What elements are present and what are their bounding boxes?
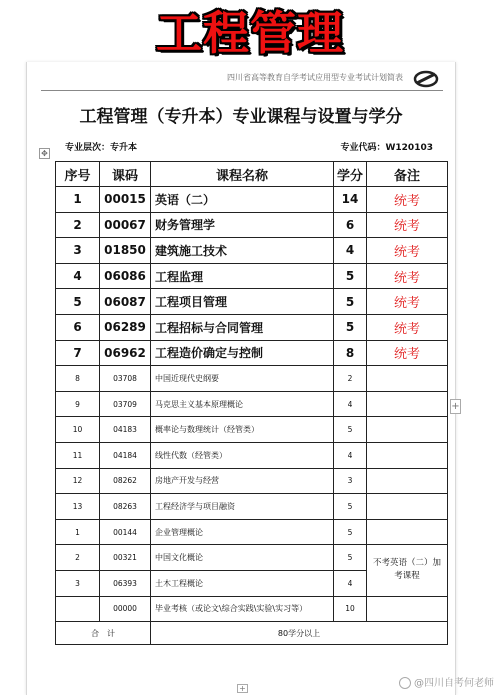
row-credit: 5: [334, 417, 367, 443]
row-name: 毕业考核（或论文\综合实践\实验\实习等）: [151, 596, 334, 622]
row-credit: 5: [334, 289, 367, 315]
table-row: [56, 187, 448, 213]
watermark: [399, 674, 494, 689]
row-name: 线性代数（经管类）: [151, 442, 334, 468]
row-code: 03708: [100, 366, 151, 392]
row-code: 06087: [100, 289, 151, 315]
table-row: [56, 366, 448, 392]
row-no: 1: [56, 187, 100, 213]
alt-courses-remark: 不考英语（二）加考课程: [367, 545, 448, 596]
table-move-handle-icon[interactable]: ✥: [39, 148, 50, 159]
header-no: 序号: [56, 162, 100, 187]
row-remark: [367, 468, 448, 494]
row-name: 工程监理: [151, 263, 334, 289]
row-name: 企业管理概论: [151, 519, 334, 545]
row-no: 10: [56, 417, 100, 443]
row-remark: 统考: [367, 238, 448, 264]
table-row: [56, 596, 448, 622]
row-credit: 10: [334, 596, 367, 622]
row-no: 3: [56, 570, 100, 596]
row-no: 5: [56, 289, 100, 315]
row-no: 11: [56, 442, 100, 468]
row-name: 土木工程概论: [151, 570, 334, 596]
watermark-logo-icon: [399, 677, 411, 689]
logo-icon: [413, 68, 439, 88]
table-row: [56, 340, 448, 366]
header-text: 四川省高等教育自学考试应用型专业考试计划简表: [227, 73, 403, 82]
row-code: 00015: [100, 187, 151, 213]
row-name: 英语（二）: [151, 187, 334, 213]
row-credit: 2: [334, 366, 367, 392]
row-code: 08262: [100, 468, 151, 494]
row-name: 概率论与数理统计（经管类）: [151, 417, 334, 443]
row-no: 3: [56, 238, 100, 264]
row-name: 中国近现代史纲要: [151, 366, 334, 392]
table-row: [56, 468, 448, 494]
row-no: 8: [56, 366, 100, 392]
row-code: 06393: [100, 570, 151, 596]
row-credit: 4: [334, 238, 367, 264]
row-credit: 5: [334, 314, 367, 340]
row-no: 13: [56, 494, 100, 520]
program-code: 专业代码：W120103: [340, 143, 433, 153]
row-credit: 4: [334, 442, 367, 468]
row-code: 00000: [100, 596, 151, 622]
row-remark: [367, 442, 448, 468]
table-row: [56, 263, 448, 289]
row-name: 工程造价确定与控制: [151, 340, 334, 366]
row-code: 03709: [100, 391, 151, 417]
row-name: 马克思主义基本原理概论: [151, 391, 334, 417]
row-credit: 6: [334, 212, 367, 238]
table-header-row: [56, 162, 448, 187]
document-title: 工程管理（专升本）专业课程与设置与学分: [79, 107, 403, 127]
banner: [0, 4, 500, 62]
table-row: [56, 519, 448, 545]
header-divider: [41, 90, 443, 91]
row-credit: 8: [334, 340, 367, 366]
row-name: 工程经济学与项目融资: [151, 494, 334, 520]
table-row: [56, 442, 448, 468]
document-page: [26, 62, 460, 695]
row-no: 2: [56, 545, 100, 571]
row-name: 建筑施工技术: [151, 238, 334, 264]
row-code: 06289: [100, 314, 151, 340]
row-no: 4: [56, 263, 100, 289]
row-no: 2: [56, 212, 100, 238]
row-name: 工程招标与合同管理: [151, 314, 334, 340]
row-code: 00067: [100, 212, 151, 238]
row-remark: 统考: [367, 263, 448, 289]
banner-title: 工程管理: [156, 6, 344, 60]
watermark-text: @四川自考何老师: [414, 678, 494, 689]
row-remark: [367, 417, 448, 443]
row-remark: [367, 596, 448, 622]
row-no: [56, 596, 100, 622]
row-remark: 统考: [367, 187, 448, 213]
program-level: 专业层次：专升本: [65, 143, 138, 153]
row-credit: 3: [334, 468, 367, 494]
row-no: 12: [56, 468, 100, 494]
course-table: [55, 161, 448, 645]
row-remark: [367, 391, 448, 417]
table-row: [56, 238, 448, 264]
row-remark: 统考: [367, 340, 448, 366]
row-name: 财务管理学: [151, 212, 334, 238]
row-remark: 统考: [367, 212, 448, 238]
row-credit: 4: [334, 391, 367, 417]
row-no: 7: [56, 340, 100, 366]
row-remark: [367, 494, 448, 520]
row-name: 中国文化概论: [151, 545, 334, 571]
total-label: 合 计: [56, 622, 151, 645]
add-row-icon[interactable]: +: [237, 684, 248, 693]
row-credit: 5: [334, 545, 367, 571]
header-code: 课码: [100, 162, 151, 187]
row-name: 工程项目管理: [151, 289, 334, 315]
row-remark: [367, 366, 448, 392]
table-row: [56, 391, 448, 417]
table-row: [56, 494, 448, 520]
row-code: 00321: [100, 545, 151, 571]
row-code: 01850: [100, 238, 151, 264]
row-remark: [367, 519, 448, 545]
row-name: 房地产开发与经营: [151, 468, 334, 494]
row-code: 06086: [100, 263, 151, 289]
row-no: 1: [56, 519, 100, 545]
table-row: [56, 545, 448, 571]
total-value: 80学分以上: [151, 622, 448, 645]
row-no: 9: [56, 391, 100, 417]
table-row: [56, 212, 448, 238]
row-credit: 5: [334, 263, 367, 289]
header-name: 课程名称: [151, 162, 334, 187]
row-code: 08263: [100, 494, 151, 520]
header-credit: 学分: [334, 162, 367, 187]
row-code: 06962: [100, 340, 151, 366]
row-code: 04183: [100, 417, 151, 443]
total-row: [56, 622, 448, 645]
table-row: [56, 289, 448, 315]
row-credit: 5: [334, 519, 367, 545]
table-row: [56, 417, 448, 443]
row-credit: 14: [334, 187, 367, 213]
table-row: [56, 314, 448, 340]
header-remark: 备注: [367, 162, 448, 187]
row-credit: 4: [334, 570, 367, 596]
row-code: 00144: [100, 519, 151, 545]
row-credit: 5: [334, 494, 367, 520]
add-column-icon[interactable]: +: [451, 401, 460, 412]
row-remark: 统考: [367, 289, 448, 315]
row-code: 04184: [100, 442, 151, 468]
row-no: 6: [56, 314, 100, 340]
row-remark: 统考: [367, 314, 448, 340]
